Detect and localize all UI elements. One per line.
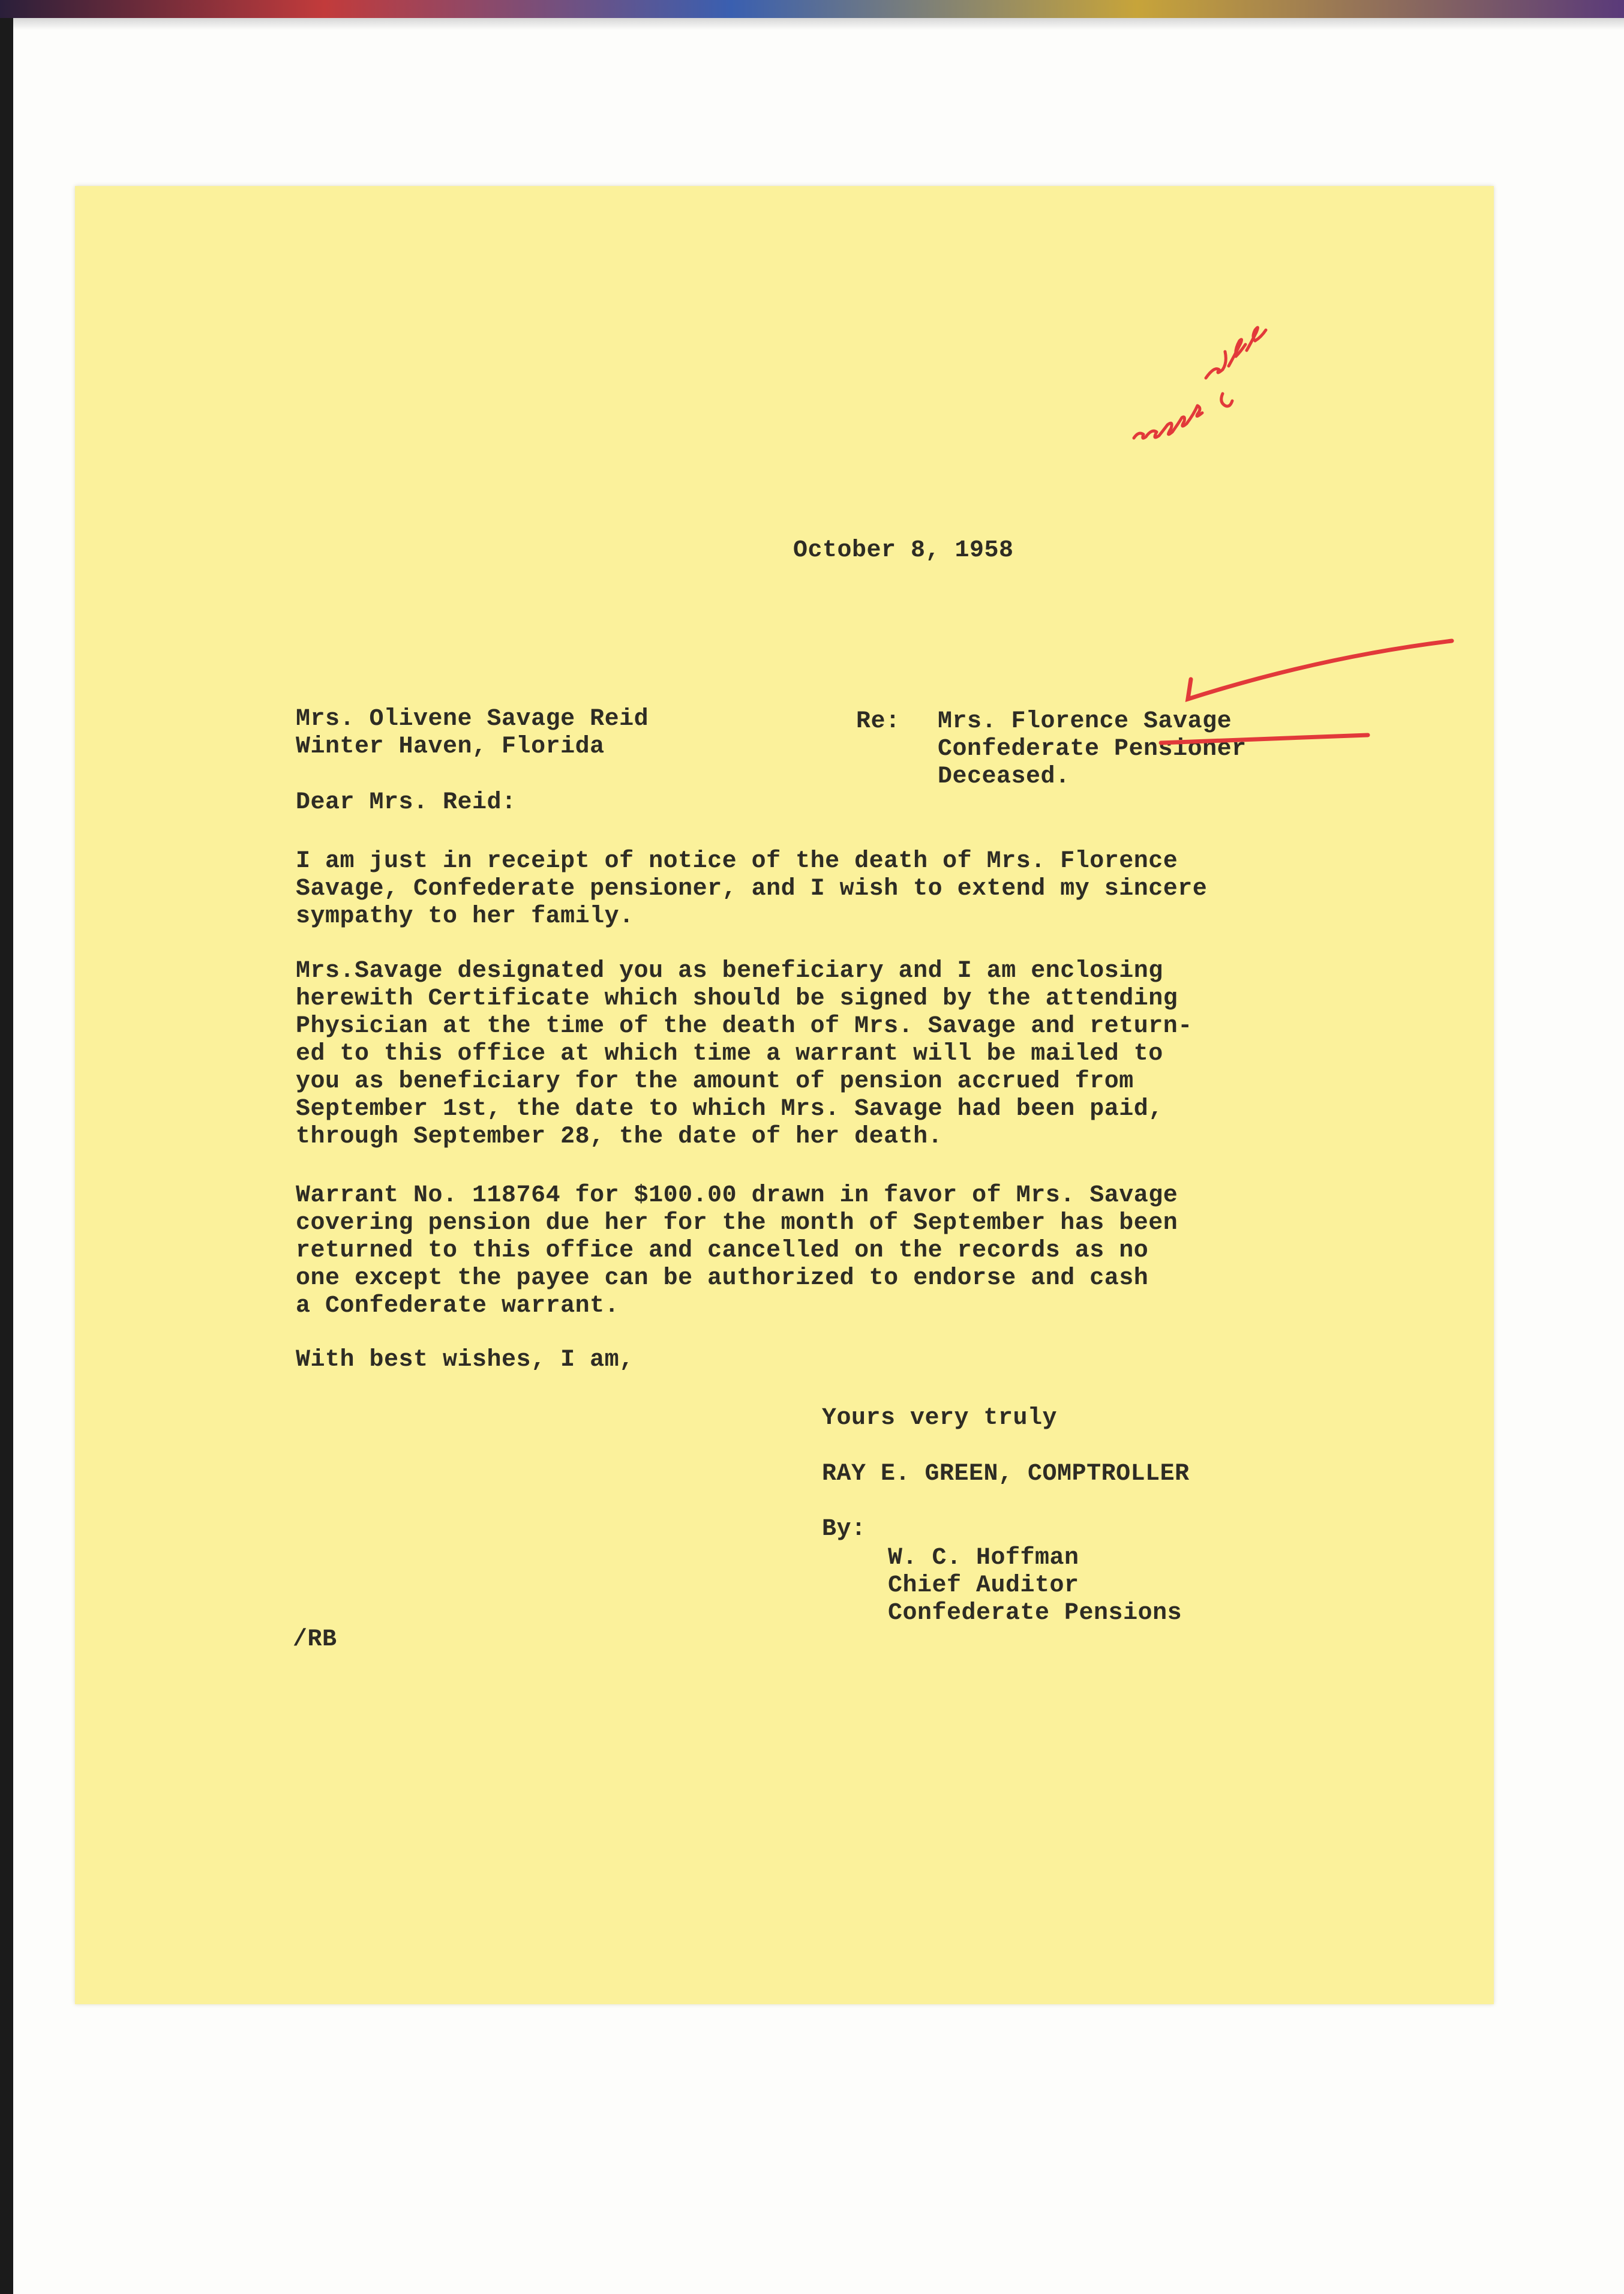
paragraph-2-line: September 1st, the date to which Mrs. Savage had been paid, — [296, 1096, 1163, 1123]
paragraph-3-line: a Confederate warrant. — [296, 1293, 620, 1320]
scan-left-edge — [0, 18, 13, 2294]
paragraph-1-line: sympathy to her family. — [296, 903, 634, 930]
paragraph-1-line: Savage, Confederate pensioner, and I wish to extend my sincere — [296, 875, 1208, 902]
signer-title: Chief Auditor — [888, 1572, 1079, 1599]
re-label: Re: — [856, 708, 900, 735]
by-label: By: — [822, 1516, 866, 1543]
recipient-address: Winter Haven, Florida — [296, 733, 605, 760]
re-line-3: Deceased. — [938, 763, 1070, 790]
re-line-2: Confederate Pensioner — [938, 736, 1247, 763]
signer-dept: Confederate Pensions — [888, 1600, 1182, 1627]
paragraph-2-line: herewith Certificate which should be signed by the attending — [296, 985, 1178, 1012]
paragraph-3-line: Warrant No. 118764 for $100.00 drawn in favor of Mrs. Savage — [296, 1182, 1178, 1209]
closing-wish: With best wishes, I am, — [296, 1347, 634, 1374]
scan-color-bar — [0, 0, 1624, 18]
paragraph-2-line: Physician at the time of the death of Mrs. Savage and return- — [296, 1013, 1193, 1040]
paragraph-3-line: one except the payee can be authorized to endorse and cash — [296, 1265, 1149, 1292]
typist-initials: /RB — [293, 1626, 337, 1653]
paragraph-2-line: Mrs.Savage designated you as beneficiary and I am enclosing — [296, 958, 1163, 985]
paragraph-2-line: ed to this office at which time a warrant will be mailed to — [296, 1040, 1163, 1067]
paragraph-3-line: covering pension due her for the month of September has been — [296, 1210, 1178, 1237]
paragraph-1-line: I am just in receipt of notice of the death of Mrs. Florence — [296, 848, 1178, 875]
closing: Yours very truly — [822, 1405, 1058, 1432]
re-line-1: Mrs. Florence Savage — [938, 708, 1232, 735]
salutation: Dear Mrs. Reid: — [296, 789, 517, 816]
recipient-name: Mrs. Olivene Savage Reid — [296, 706, 649, 733]
signer-office: RAY E. GREEN, COMPTROLLER — [822, 1461, 1190, 1488]
letter-date: October 8, 1958 — [793, 537, 1014, 564]
signer-name: W. C. Hoffman — [888, 1545, 1079, 1572]
handwritten-note-regular-file — [1116, 240, 1308, 456]
paragraph-2-line: through September 28, the date of her death. — [296, 1123, 943, 1150]
paragraph-3-line: returned to this office and cancelled on the records as no — [296, 1237, 1149, 1264]
paragraph-2-line: you as beneficiary for the amount of pension accrued from — [296, 1068, 1134, 1095]
scan-top-edge — [13, 18, 1624, 30]
